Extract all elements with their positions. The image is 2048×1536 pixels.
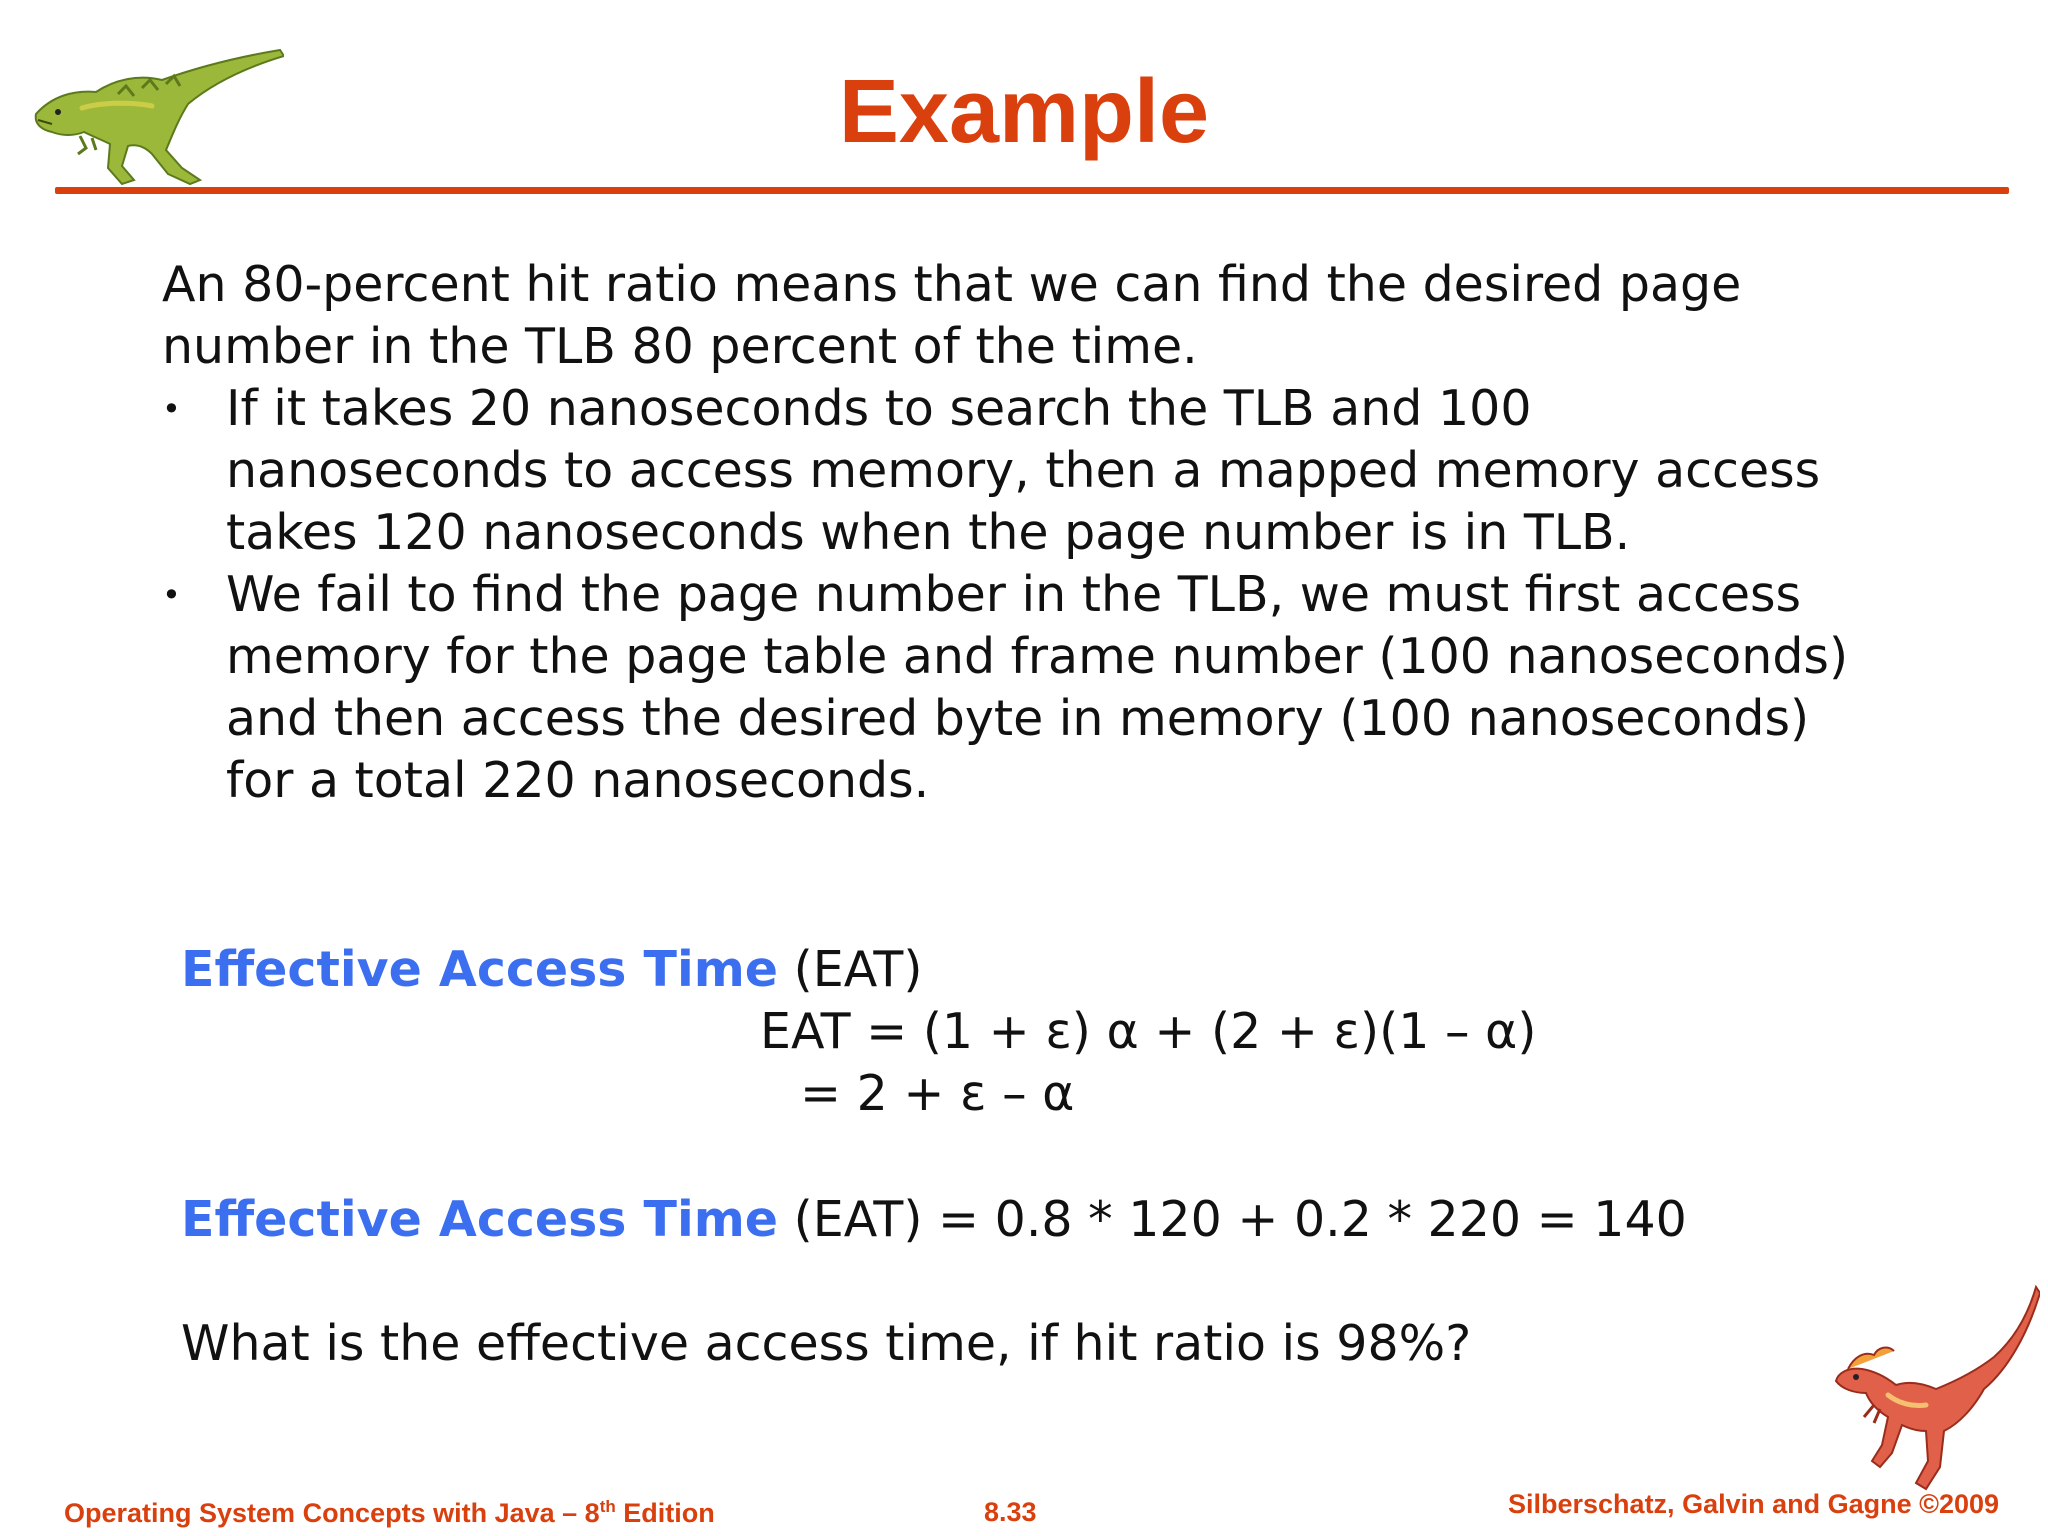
eat-result (181, 1189, 1687, 1251)
bullet-list (162, 378, 1862, 812)
intro-paragraph: An 80-percent hit ratio means that we can find the desired page number in the TLB 80 percent of the time. (162, 256, 1742, 375)
list-item (162, 564, 1862, 812)
red-dinosaur-icon (1818, 1285, 2040, 1500)
list-item (162, 378, 1862, 564)
formula-line-1: EAT = (1 + ε) α + (2 + ε)(1 – α) (760, 1003, 1537, 1060)
bullet-icon: • (162, 390, 181, 428)
footer-book-title (64, 1497, 715, 1529)
footer-copyright: Silberschatz, Galvin and Gagne ©2009 (1508, 1489, 2000, 1519)
footer-edition-sup: th (599, 1497, 616, 1516)
page-number: 8.33 (984, 1497, 1037, 1527)
bullet-text: We fail to find the page number in the TLB, we must first access memory for the page table and frame number (100 nanoseconds) and then access the desired byte in memory (100 nanoseconds) for a total 220 nanoseconds. (226, 566, 1849, 809)
question-text: What is the effective access time, if hit ratio is 98%? (181, 1315, 1472, 1372)
eat-suffix: (EAT) (778, 941, 923, 998)
bullet-text: If it takes 20 nanoseconds to search the TLB and 100 nanoseconds to access memory, then a mapped memory access takes 120 nanoseconds when the page number is in TLB. (226, 380, 1821, 561)
bullet-icon: • (162, 576, 181, 614)
eat-result-expression: (EAT) = 0.8 * 120 + 0.2 * 220 = 140 (778, 1191, 1687, 1248)
eat-term: Effective Access Time (181, 1191, 779, 1248)
title-divider (55, 187, 2009, 194)
slide-title: Example (838, 62, 1210, 162)
eat-heading (181, 939, 922, 1001)
footer-book-title-suffix: Edition (615, 1498, 715, 1528)
footer-book-title-prefix: Operating System Concepts with Java – 8 (64, 1498, 600, 1528)
formula-line-2: = 2 + ε – α (800, 1065, 1075, 1122)
slide-body (162, 254, 1862, 812)
eat-term: Effective Access Time (181, 941, 779, 998)
